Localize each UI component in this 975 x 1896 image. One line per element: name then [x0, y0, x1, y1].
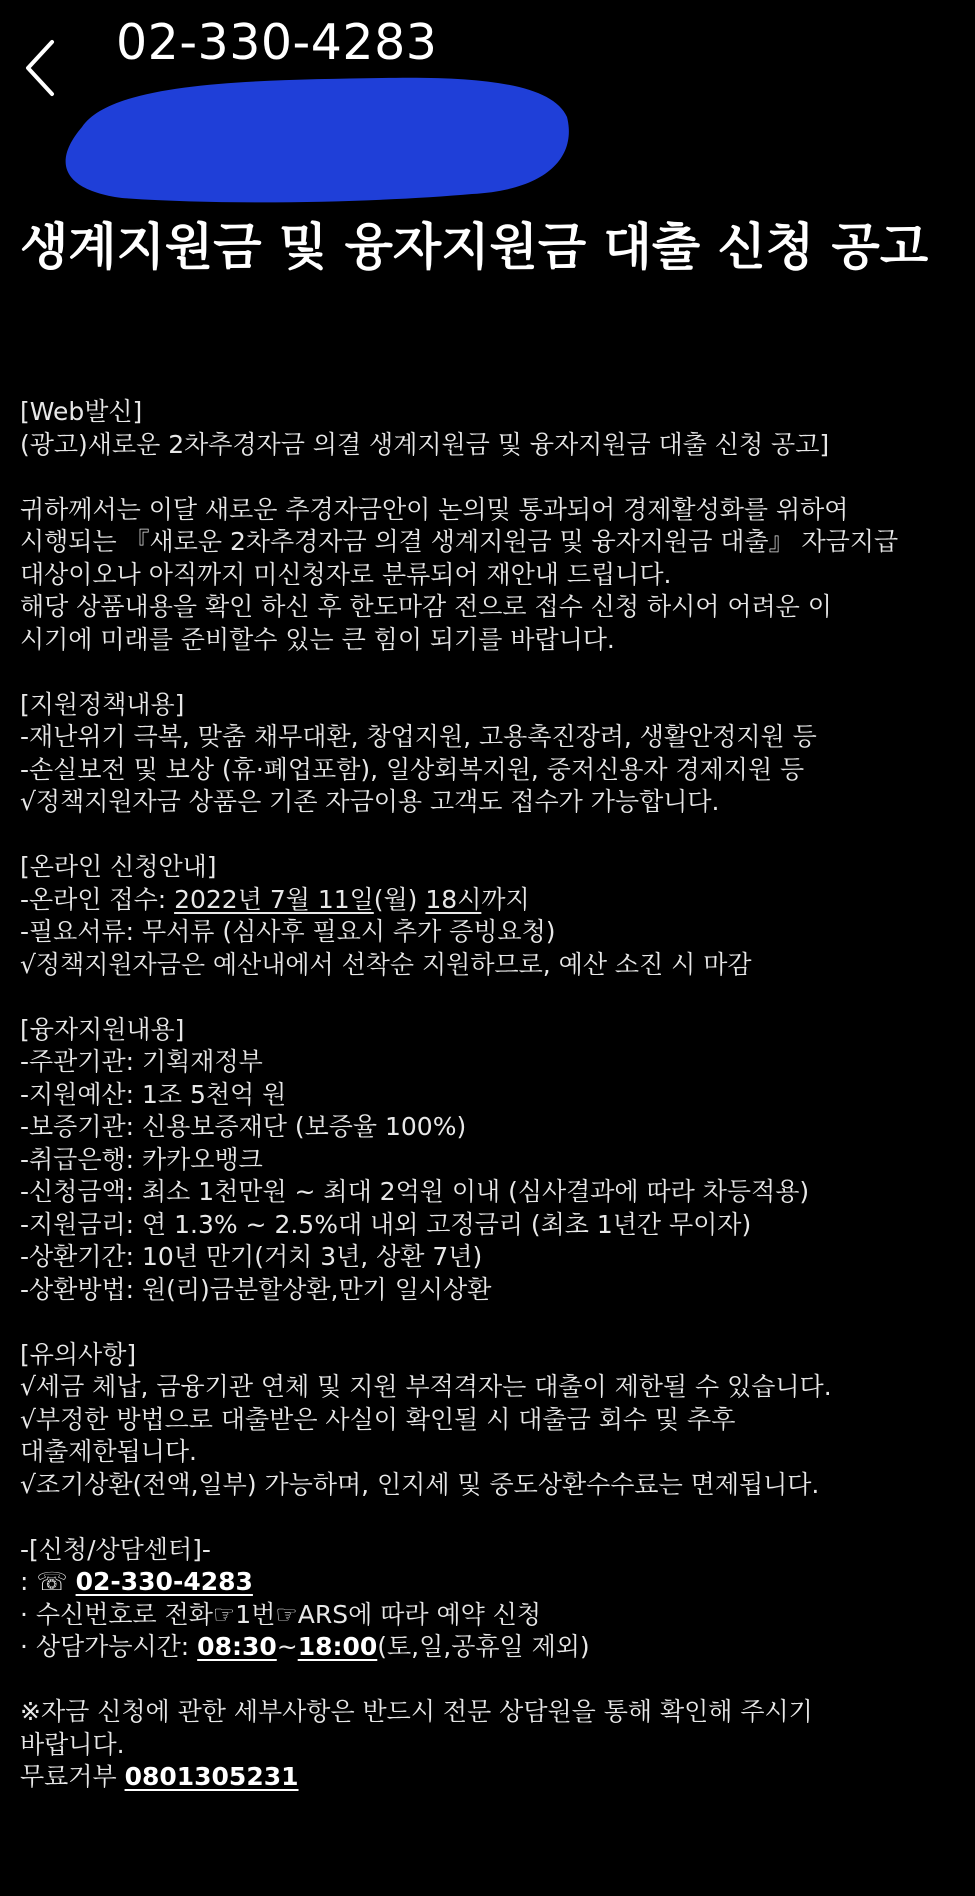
loan-line: -주관기관: 기획재정부 [20, 1047, 263, 1076]
policy-line: -재난위기 극복, 맞춤 채무대환, 창업지원, 고용촉진장려, 생활안정지원 등 [20, 722, 817, 751]
caution-line: 대출제한됩니다. [20, 1437, 197, 1466]
loan-line: -상환방법: 원(리)금분할상환,만기 일시상환 [20, 1274, 492, 1304]
message-body [20, 396, 960, 1794]
intro-line: 시기에 미래를 준비할수 있는 큰 힘이 되기를 바랍니다. [20, 624, 615, 654]
phone-prefix: : ☏ [20, 1567, 76, 1596]
optout-number-link[interactable]: 0801305231 [124, 1762, 299, 1791]
footer-notice: 바랍니다. [20, 1729, 125, 1759]
center-hours-line [20, 1631, 960, 1664]
loan-heading: [융자지원내용] [20, 1014, 185, 1044]
loan-line: -취급은행: 카카오뱅크 [20, 1144, 263, 1174]
online-note: √정책지원자금은 예산내에서 선착순 지원하므로, 예산 소진 시 마감 [20, 949, 752, 979]
deadline-time-link[interactable]: 18시 [425, 884, 482, 914]
footer-notice: ※자금 신청에 관한 세부사항은 반드시 전문 상담원을 통해 확인해 주시기 [20, 1697, 813, 1726]
deadline-suffix: 까지 [481, 884, 530, 914]
caution-line: √조기상환(전액,일부) 가능하며, 인지세 및 중도상환수수료는 면제됩니다. [20, 1469, 820, 1499]
deadline-date-link[interactable]: 2022년 7월 11일 [174, 884, 374, 914]
deadline-day: (월) [373, 884, 426, 914]
policy-line: √정책지원자금 상품은 기존 자금이용 고객도 접수가 가능합니다. [20, 787, 720, 816]
phone-number-link[interactable]: 02-330-4283 [75, 1567, 253, 1596]
policy-heading: [지원정책내용] [20, 689, 185, 719]
sender-number: 02-330-4283 [116, 14, 438, 71]
message-subject: (광고)새로운 2차추경자금 의결 생계지원금 및 융자지원금 대출 신청 공고] [20, 429, 830, 459]
message-title: 생계지원금 및 융자지원금 대출 신청 공고 [20, 218, 929, 276]
hours-suffix: (토,일,공휴일 제외) [377, 1632, 590, 1661]
redaction-scribble [52, 72, 572, 208]
caution-line: √부정한 방법으로 대출받은 사실이 확인될 시 대출금 회수 및 추후 [20, 1404, 736, 1434]
center-call-guide: · 수신번호로 전화☞1번☞ARS에 따라 예약 신청 [20, 1599, 542, 1629]
hours-end-link[interactable]: 18:00 [297, 1632, 378, 1661]
online-documents: -필요서류: 무서류 (심사후 필요시 추가 증빙요청) [20, 917, 556, 946]
center-phone-line [20, 1566, 960, 1599]
online-deadline [20, 884, 960, 917]
optout-line [20, 1761, 960, 1794]
caution-line: √세금 체납, 금융기관 연체 및 지원 부적격자는 대출이 제한될 수 있습니다. [20, 1372, 832, 1401]
intro-line: 시행되는 『새로운 2차추경자금 의결 생계지원금 및 융자지원금 대출』 자금지급 [20, 527, 899, 556]
center-heading: -[신청/상담센터]- [20, 1534, 211, 1564]
intro-line: 대상이오나 아직까지 미신청자로 분류되어 재안내 드립니다. [20, 559, 672, 589]
online-heading: [온라인 신청안내] [20, 852, 217, 881]
loan-line: -보증기관: 신용보증재단 (보증율 100%) [20, 1112, 467, 1141]
deadline-prefix: -온라인 접수: [20, 884, 175, 914]
loan-line: -상환기간: 10년 만기(거치 3년, 상환 7년) [20, 1242, 483, 1271]
hours-separator: ~ [276, 1632, 298, 1661]
hours-prefix: · 상담가능시간: [20, 1632, 198, 1661]
loan-line: -신청금액: 최소 1천만원 ~ 최대 2억원 이내 (심사결과에 따라 차등적용) [20, 1177, 810, 1206]
optout-label: 무료거부 [20, 1762, 125, 1791]
policy-line: -손실보전 및 보상 (휴·폐업포함), 일상회복지원, 중저신용자 경제지원 등 [20, 754, 805, 784]
hours-start-link[interactable]: 08:30 [197, 1632, 277, 1661]
intro-line: 귀하께서는 이달 새로운 추경자금안이 논의및 통과되어 경제활성화를 위하여 [20, 494, 849, 524]
web-tag: [Web발신] [20, 397, 143, 426]
loan-line: -지원예산: 1조 5천억 원 [20, 1079, 287, 1109]
intro-line: 해당 상품내용을 확인 하신 후 한도마감 전으로 접수 신청 하시어 어려운 이 [20, 592, 832, 621]
loan-line: -지원금리: 연 1.3% ~ 2.5%대 내외 고정금리 (최초 1년간 무이자) [20, 1209, 752, 1239]
message-header [0, 0, 975, 200]
caution-heading: [유의사항] [20, 1339, 137, 1369]
